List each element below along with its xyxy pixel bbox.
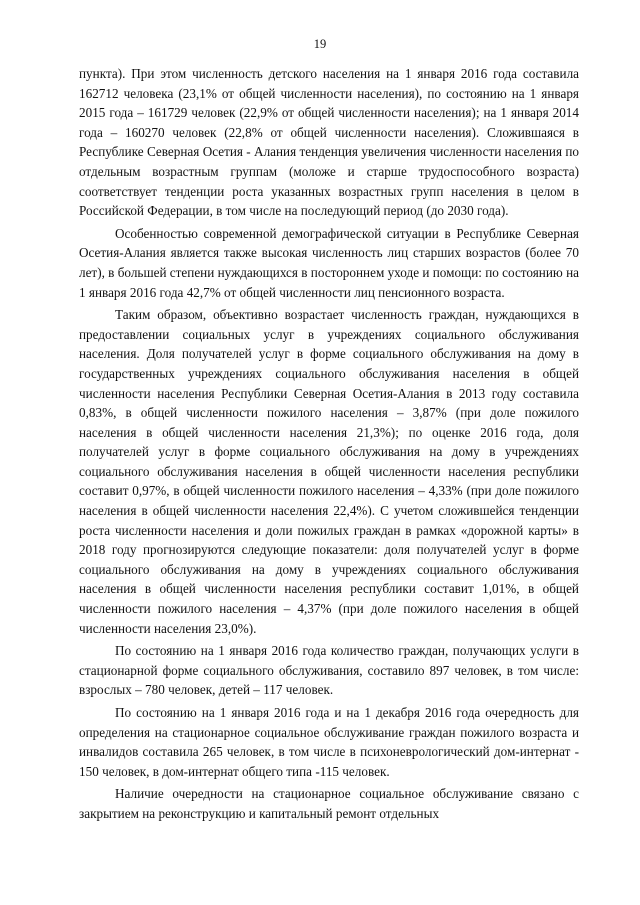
paragraph-elderly-population: Особенностью современной демографической ситуации в Республике Северная Осетия-Алания является также высокая численность лиц старших возрастов (более 70 лет), в большей степени нуждающихся в постороннем уходе и помощи: по состоянию на 1 января 2016 года 42,7% от общей численности лиц пенсионного возраста.: [79, 225, 579, 300]
document-body: [79, 64, 579, 827]
page-number: 19: [313, 37, 327, 51]
paragraph-social-services-demand: Таким образом, объективно возрастает численность граждан, нуждающихся в предоставлении социальных услуг в учреждениях социального обслуживания населения. Доля получателей услуг в форме социального обслуживания на дому в государственных учреждениях социального обслуживания населения в общей численности населения Республики Северная Осетия-Алания в 2013 году составила 0,83%, в общей численности пожилого населения – 3,87% (при доле пожилого населения в общей численности населения 21,3%); по оценке 2016 года, доля получателей услуг в форме социального обслуживания на дому в учреждениях социального обслуживания населения в общей численности населения республики составит 0,97%, в общей численности пожилого населения – 4,33% (при доле пожилого населения в общей численности населения 22,4%). С учетом сложившейся тенденции роста численности населения и доли пожилых граждан в рамках «дорожной карты» в 2018 году прогнозируются следующие показатели: доля получателей услуг в форме социального обслуживания на дому в учреждениях социального обслуживания населения в общей численности населения республики составит 1,01%, в общей численности пожилого населения – 4,37% (при доле пожилого населения в общей численности населения 23,0%).: [79, 307, 579, 636]
paragraph-continuation: пункта). При этом численность детского населения на 1 января 2016 года составила 162712 человека (23,1% от общей численности населения), по состоянию на 1 января 2015 года – 161729 человек (22,9% от общей численности населения); на 1 января 2014 года – 160270 человек (22,8% от общей численности населения). Сложившаяся в Республике Северная Осетия - Алания тенденция увеличения численности населения по отдельным возрастным группам (моложе и старше трудоспособного возраста) соответствует тенденции роста указанных возрастных групп населения в целом в Российской Федерации, в том числе на последующий период (до 2030 года).: [79, 66, 579, 219]
paragraph-stationary-service-count: По состоянию на 1 января 2016 года количество граждан, получающих услуги в стационарной форме социального обслуживания, составило 897 человек, в том числе: взрослых – 780 человек, детей – 117 человек.: [79, 643, 579, 698]
paragraph-waiting-list: По состоянию на 1 января 2016 года и на 1 декабря 2016 года очередность для определения на стационарное социальное обслуживание граждан пожилого возраста и инвалидов составила 265 человек, в том числе в психоневрологический дом-интернат - 150 человек, в дом-интернат общего типа -115 человек.: [79, 705, 579, 779]
paragraph-waiting-list-reason: Наличие очередности на стационарное социальное обслуживание связано с закрытием на реконструкцию и капитальный ремонт отдельных: [79, 786, 579, 821]
